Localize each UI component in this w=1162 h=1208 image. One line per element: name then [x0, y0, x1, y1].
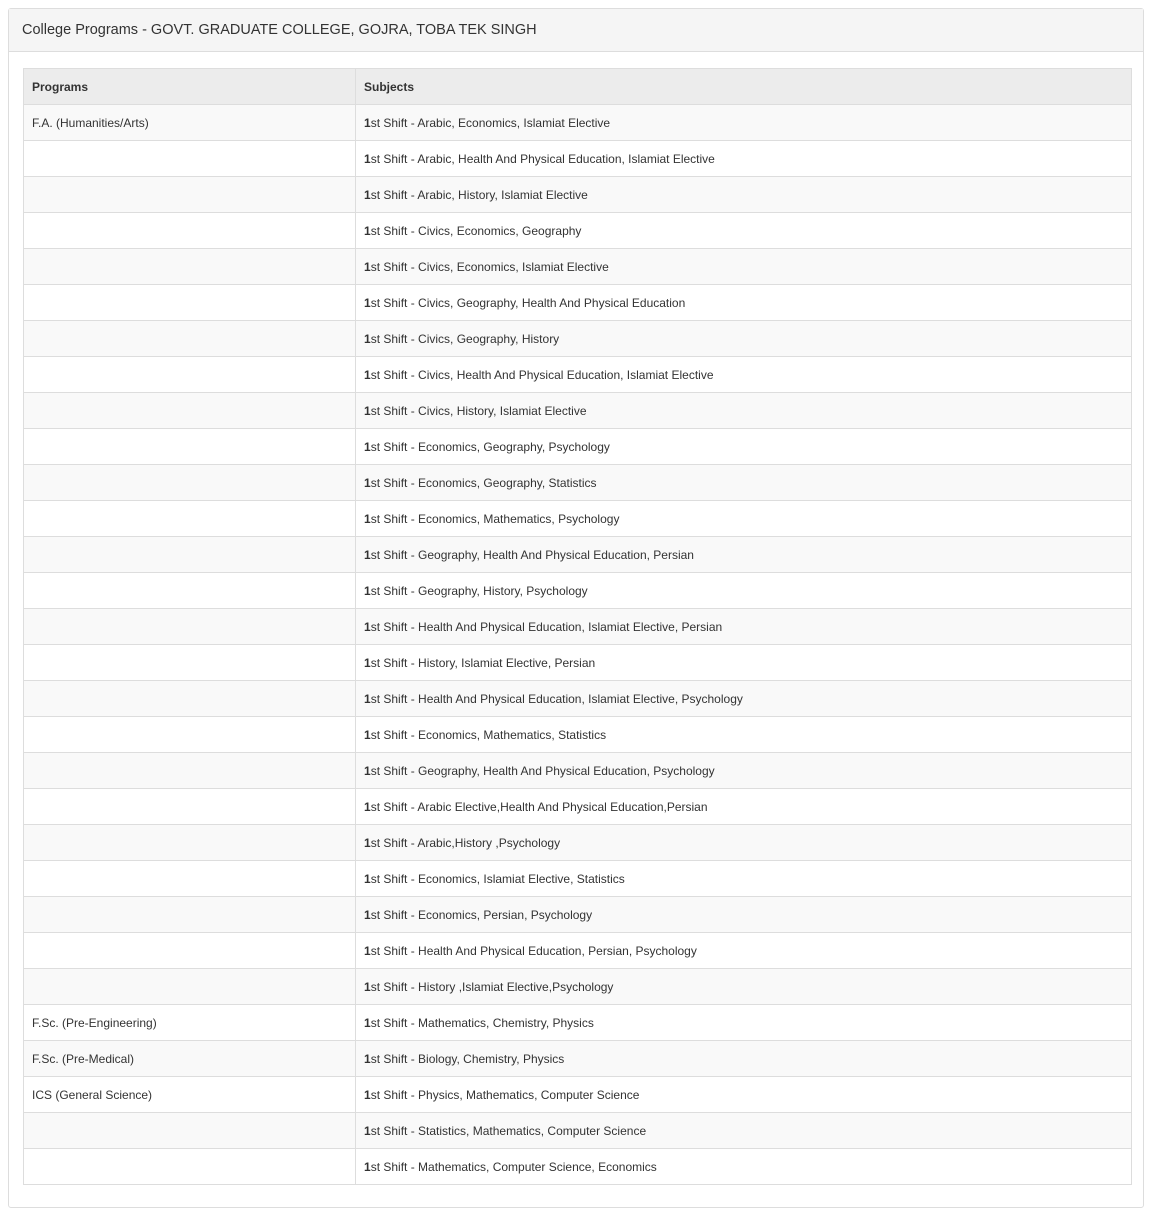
shift-number: 1 [364, 115, 371, 130]
shift-number: 1 [364, 187, 371, 202]
subjects-cell [356, 753, 1132, 789]
shift-number: 1 [364, 835, 371, 850]
program-cell: F.Sc. (Pre-Medical) [24, 1041, 356, 1077]
shift-number: 1 [364, 943, 371, 958]
table-row [24, 1149, 1132, 1185]
shift-number: 1 [364, 403, 371, 418]
subjects-cell [356, 357, 1132, 393]
subjects-text: st Shift - Economics, Mathematics, Psychology [370, 511, 620, 526]
program-cell [24, 249, 356, 285]
shift-number: 1 [364, 1123, 371, 1138]
program-cell [24, 321, 356, 357]
subjects-text: st Shift - Economics, Geography, Psychology [370, 439, 610, 454]
subjects-text: st Shift - Statistics, Mathematics, Computer Science [370, 1123, 647, 1138]
table-row [24, 105, 1132, 141]
subjects-text: st Shift - Biology, Chemistry, Physics [370, 1051, 565, 1066]
subjects-cell [356, 789, 1132, 825]
subjects-text: st Shift - Arabic Elective,Health And Physical Education,Persian [370, 799, 708, 814]
subjects-cell [356, 573, 1132, 609]
table-row [24, 213, 1132, 249]
table-row [24, 897, 1132, 933]
subjects-text: st Shift - Economics, Islamiat Elective, Statistics [370, 871, 625, 886]
shift-number: 1 [364, 295, 371, 310]
table-row [24, 465, 1132, 501]
subjects-cell [356, 717, 1132, 753]
shift-number: 1 [364, 1051, 371, 1066]
program-cell [24, 861, 356, 897]
college-programs-panel [8, 8, 1144, 1208]
program-cell [24, 537, 356, 573]
panel-heading [9, 9, 1143, 52]
subjects-cell [356, 213, 1132, 249]
shift-number: 1 [364, 907, 371, 922]
subjects-cell [356, 861, 1132, 897]
table-row [24, 501, 1132, 537]
program-cell [24, 825, 356, 861]
subjects-cell [356, 321, 1132, 357]
table-row [24, 177, 1132, 213]
shift-number: 1 [364, 511, 371, 526]
program-cell: ICS (General Science) [24, 1077, 356, 1113]
table-row [24, 933, 1132, 969]
table-row [24, 321, 1132, 357]
panel-title: College Programs - GOVT. GRADUATE COLLEGE, GOJRA, TOBA TEK SINGH [22, 22, 537, 38]
subjects-text: st Shift - Mathematics, Computer Science, Economics [370, 1159, 657, 1174]
shift-number: 1 [364, 763, 371, 778]
subjects-text: st Shift - Civics, Geography, History [370, 331, 560, 346]
shift-number: 1 [364, 475, 371, 490]
subjects-text: st Shift - History ,Islamiat Elective,Psychology [370, 979, 614, 994]
program-cell [24, 213, 356, 249]
panel-body [9, 52, 1143, 1185]
subjects-text: st Shift - Arabic, Health And Physical Education, Islamiat Elective [370, 151, 715, 166]
program-cell [24, 897, 356, 933]
subjects-cell [356, 249, 1132, 285]
program-cell [24, 969, 356, 1005]
subjects-text: st Shift - Civics, Economics, Islamiat Elective [370, 259, 609, 274]
table-row [24, 753, 1132, 789]
table-row [24, 357, 1132, 393]
table-row [24, 969, 1132, 1005]
program-cell [24, 357, 356, 393]
subjects-text: st Shift - Health And Physical Education, Islamiat Elective, Persian [370, 619, 723, 634]
subjects-cell [356, 537, 1132, 573]
program-cell [24, 681, 356, 717]
subjects-cell [356, 501, 1132, 537]
subjects-cell [356, 177, 1132, 213]
subjects-text: st Shift - Economics, Persian, Psychology [370, 907, 593, 922]
shift-number: 1 [364, 1159, 371, 1174]
subjects-cell [356, 141, 1132, 177]
subjects-text: st Shift - History, Islamiat Elective, Persian [370, 655, 596, 670]
table-row [24, 393, 1132, 429]
shift-number: 1 [364, 439, 371, 454]
subjects-cell [356, 393, 1132, 429]
table-header-row [24, 69, 1132, 105]
shift-number: 1 [364, 727, 371, 742]
shift-number: 1 [364, 619, 371, 634]
shift-number: 1 [364, 151, 371, 166]
subjects-cell [356, 969, 1132, 1005]
shift-number: 1 [364, 979, 371, 994]
table-row [24, 573, 1132, 609]
subjects-text: st Shift - Physics, Mathematics, Computer Science [370, 1087, 640, 1102]
subjects-cell [356, 105, 1132, 141]
program-cell [24, 753, 356, 789]
table-row [24, 1113, 1132, 1149]
program-cell [24, 465, 356, 501]
table-row [24, 249, 1132, 285]
subjects-cell [356, 465, 1132, 501]
program-cell [24, 501, 356, 537]
shift-number: 1 [364, 691, 371, 706]
subjects-text: st Shift - Health And Physical Education, Persian, Psychology [370, 943, 697, 958]
header-subjects: Subjects [356, 69, 1132, 105]
subjects-text: st Shift - Mathematics, Chemistry, Physics [370, 1015, 594, 1030]
table-row [24, 141, 1132, 177]
programs-table [23, 68, 1132, 1185]
shift-number: 1 [364, 799, 371, 814]
program-cell [24, 717, 356, 753]
subjects-text: st Shift - Health And Physical Education, Islamiat Elective, Psychology [370, 691, 743, 706]
table-row [24, 717, 1132, 753]
subjects-cell [356, 645, 1132, 681]
subjects-text: st Shift - Economics, Mathematics, Statistics [370, 727, 607, 742]
shift-number: 1 [364, 259, 371, 274]
table-row [24, 1041, 1132, 1077]
subjects-text: st Shift - Civics, History, Islamiat Elective [370, 403, 587, 418]
subjects-cell [356, 285, 1132, 321]
subjects-text: st Shift - Civics, Economics, Geography [370, 223, 582, 238]
subjects-cell [356, 1149, 1132, 1185]
shift-number: 1 [364, 1015, 371, 1030]
program-cell [24, 609, 356, 645]
table-row [24, 825, 1132, 861]
table-row [24, 1005, 1132, 1041]
table-row [24, 789, 1132, 825]
subjects-cell [356, 825, 1132, 861]
table-row [24, 645, 1132, 681]
table-row [24, 861, 1132, 897]
subjects-cell [356, 933, 1132, 969]
subjects-cell [356, 1005, 1132, 1041]
table-body [24, 105, 1132, 1185]
shift-number: 1 [364, 871, 371, 886]
subjects-cell [356, 681, 1132, 717]
program-cell [24, 141, 356, 177]
subjects-text: st Shift - Geography, Health And Physical Education, Psychology [370, 763, 715, 778]
program-cell [24, 1149, 356, 1185]
subjects-text: st Shift - Arabic, History, Islamiat Elective [370, 187, 588, 202]
subjects-cell [356, 1077, 1132, 1113]
header-programs: Programs [24, 69, 356, 105]
table-row [24, 285, 1132, 321]
program-cell [24, 573, 356, 609]
subjects-text: st Shift - Geography, Health And Physical Education, Persian [370, 547, 694, 562]
subjects-cell [356, 1113, 1132, 1149]
program-cell [24, 393, 356, 429]
program-cell [24, 429, 356, 465]
subjects-text: st Shift - Civics, Health And Physical Education, Islamiat Elective [370, 367, 714, 382]
table-row [24, 609, 1132, 645]
program-cell [24, 789, 356, 825]
table-row [24, 1077, 1132, 1113]
shift-number: 1 [364, 547, 371, 562]
subjects-cell [356, 609, 1132, 645]
shift-number: 1 [364, 223, 371, 238]
subjects-text: st Shift - Arabic,History ,Psychology [370, 835, 561, 850]
subjects-text: st Shift - Civics, Geography, Health And Physical Education [370, 295, 686, 310]
shift-number: 1 [364, 331, 371, 346]
program-cell [24, 645, 356, 681]
table-row [24, 681, 1132, 717]
subjects-cell [356, 429, 1132, 465]
shift-number: 1 [364, 1087, 371, 1102]
subjects-text: st Shift - Geography, History, Psychology [370, 583, 588, 598]
shift-number: 1 [364, 655, 371, 670]
table-row [24, 429, 1132, 465]
program-cell [24, 177, 356, 213]
program-cell: F.A. (Humanities/Arts) [24, 105, 356, 141]
shift-number: 1 [364, 367, 371, 382]
shift-number: 1 [364, 583, 371, 598]
program-cell [24, 1113, 356, 1149]
subjects-text: st Shift - Arabic, Economics, Islamiat Elective [370, 115, 611, 130]
program-cell: F.Sc. (Pre-Engineering) [24, 1005, 356, 1041]
subjects-cell [356, 1041, 1132, 1077]
program-cell [24, 933, 356, 969]
subjects-text: st Shift - Economics, Geography, Statistics [370, 475, 597, 490]
table-row [24, 537, 1132, 573]
program-cell [24, 285, 356, 321]
subjects-cell [356, 897, 1132, 933]
